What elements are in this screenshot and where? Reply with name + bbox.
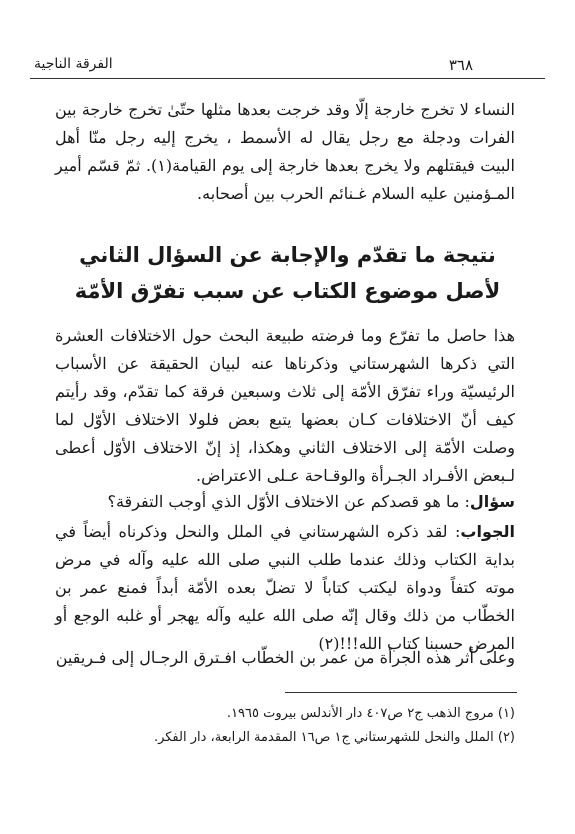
section-heading-line-2: لأصل موضوع الكتاب عن سبب تفرّق الأمّة bbox=[74, 279, 501, 303]
footnote-2: (٢) الملل والنحل للشهرستاني ج١ ص١٦ المقدمة الرابعة، دار الفكر. bbox=[153, 730, 515, 745]
footnote-divider bbox=[285, 692, 517, 693]
page-header bbox=[30, 54, 545, 79]
running-title: الفرقة الناجية bbox=[34, 56, 113, 72]
footnotes bbox=[60, 702, 515, 750]
answer-text: : لقد ذكره الشهرستاني في الملل والنحل وذكرناه أيضاً في بداية الكتاب وذلك عندما طلب النبي صلى الله عليه وآله في مرض موته كتفاً ودواة ليكتب كتاباً لا تضلّ بعده الأمّة أبداً فمنع عمر بن الخطّاب من ذلك وقال إنّه صلى الله عليه وآله يهجر أو غلبه الوجع أو المرض حسبنا كتاب الله!!!(٢) bbox=[55, 522, 515, 653]
body-paragraph-5: وعلى أثر هذه الجرأة من عمر بن الخطّاب افـترق الرجـال إلى فـريقين bbox=[55, 648, 515, 667]
section-heading-line-1: نتيجة ما تقدّم والإجابة عن السؤال الثاني bbox=[79, 243, 496, 267]
question-text: : ما هو قصدكم عن الاختلاف الأوّل الذي أوجب التفرقة؟ bbox=[107, 492, 470, 511]
answer-label: الجواب bbox=[460, 522, 515, 541]
body-paragraph-1: النساء لا تخرج خارجة إلّا وقد خرجت بعدها مثلها حتّىٰ تخرج خارجة بين الفرات ودجلة مع رجل يقال له الأسمط ، يخرج إليه رجل منّا أهل البيت فيقتلهم ولا يخرج بعدها خارجة إلى يوم القيامة(١). ثمّ قسّم أمير المـؤمنين عليه السلام غـنائم الحرب بين أصحابه. bbox=[55, 100, 515, 203]
page-number: ٣٦٨ bbox=[448, 56, 473, 74]
question-paragraph bbox=[55, 488, 515, 516]
question-label: سؤال bbox=[469, 492, 515, 511]
footnote-1: (١) مروج الذهب ج٢ ص٤٠٧ دار الأندلس بيروت ١٩٦٥. bbox=[226, 706, 515, 721]
answer-paragraph bbox=[55, 518, 515, 658]
body-paragraph-2: هذا حاصل ما تفرّع وما فرضته طبيعة البحث حول الاختلافات العشرة التي ذكرها الشهرستاني وذكرناها عنه لبيان الحقيقة عن الأسباب الرئيسيّة وراء تفرّق الأمّة إلى ثلاث وسبعين فرقة كما تقدّم، وقد رأيتم كيف أنّ الاختلافات كـان بعضها يتبع بعض فلولا الاختلاف الأوّل لما وصلت الأمّة إلى الاختلاف الثاني وهكذا، إذ إنّ الاختلاف الأوّل أعطى لـبعض الأفـراد الجـرأة والوقـاحة عـلى الاعتراض. bbox=[55, 326, 515, 485]
